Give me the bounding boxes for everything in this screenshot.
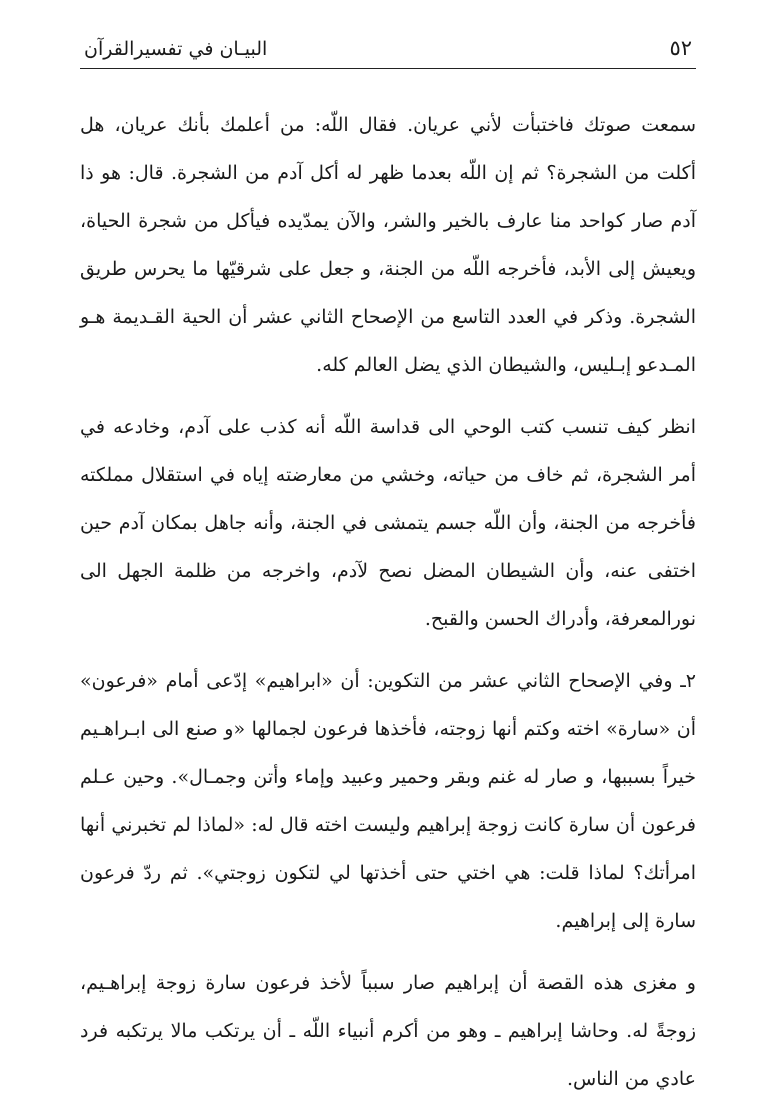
paragraph-4: و مغزى هذه القصة أن إبراهيم صار سبباً لأخذ فرعون سارة زوجة إبراهـيم، زوجةً له. وحاشا إبراهيم ـ وهو من أكرم أنبياء اللّه ـ أن يرتكب مالا يرتكبه فرد عادي من الناس.	[80, 972, 696, 1090]
page-body	[80, 101, 696, 1103]
paragraph-3: ٢ـ وفي الإصحاح الثاني عشر من التكوين: أن «ابراهيم» إدّعى أمام «فرعون» أن «سارة» اخته وكتم أنها زوجته، فأخذها فرعون لجمالها «و صنع الى ابـراهـيم خيراً بسببها، و صار له غنم وبقر وحمير وعبيد وإماء وأتن وجمـال». وحين عـلم فرعون أن سارة كانت زوجة إبراهيم وليست اخته قال له: «لماذا لم تخبرني أنها امرأتك؟ لماذا قلت: هي اختي حتى أخذتها لي لتكون زوجتي». ثم ردّ فرعون سارة إلى إبراهيم.	[80, 670, 696, 932]
paragraph-2: انظر كيف تنسب كتب الوحي الى قداسة اللّه أنه كذب على آدم، وخادعه في أمر الشجرة، ثم خاف من حياته، وخشي من معارضته إياه في استقلال مملكته فأخرجه من الجنة، وأن اللّه جسم يتمشى في الجنة، وأنه جاهل بمكان آدم حين اختفى عنه، وأن الشيطان المضل نصح لآدم، واخرجه من ظلمة الجهل الى نورالمعرفة، وأدراك الحسن والقبح.	[80, 416, 696, 630]
paragraph-1: سمعت صوتك فاختبأت لأني عريان. فقال اللّه: من أعلمك بأنك عريان، هل أكلت من الشجرة؟ ثم إن اللّه بعدما ظهر له أكل آدم من الشجرة. قال: هو ذا آدم صار كواحد منا عارف بالخير والشر، والآن يمدّيده فيأكل من شجرة الحياة، ويعيش إلى الأبد، فأخرجه اللّه من الجنة، و جعل على شرقيّها ما يحرس طريق الشجرة. وذكر في العدد التاسع من الإصحاح الثاني عشر أن الحية القـديمة هـو المـدعو إبـليس، والشيطان الذي يضل العالم كله.	[80, 114, 696, 376]
running-header	[80, 28, 696, 69]
book-page	[80, 28, 696, 1117]
page-number: ٥٢	[669, 36, 692, 60]
running-title: البيـان في تفسيرالقرآن	[84, 38, 268, 60]
